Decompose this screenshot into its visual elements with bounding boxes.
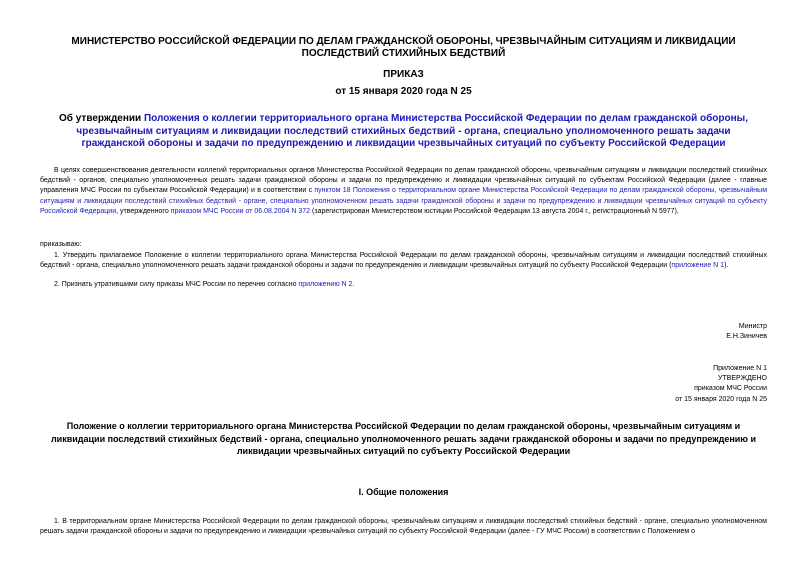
preamble-text: (зарегистрирован Министерством юстиции Российской Федерации 13 августа 2004 г., регистрационный N 5977), — [310, 207, 679, 215]
appendix-number: Приложение N 1 — [713, 365, 767, 372]
item-text: ). — [724, 262, 729, 270]
signature-name: Е.Н.Зиничев — [726, 333, 767, 341]
section-1-paragraph-1: 1. В территориальном органе Министерства Российской Федерации по делам гражданской обороны, чрезвычайным ситуациям и ликвидации последствий стихийных бедствий - органе, специально уполномоченном решать задачи гражданской обороны и задачи по предупреждению и ликвидации чрезвычайных ситуаций по субъекту Российской Федерации (далее - ГУ МЧС России) в соответствии с Положением о — [40, 518, 767, 536]
order-title-prefix: Об утверждении — [59, 113, 144, 124]
regulation-link[interactable]: Положения о коллегии территориального органа Министерства Российской Федерации по делам гражданской обороны, чрезвычайным ситуациям и ликвидации последствий стихийных бедствий - органа, специально уполномоченного решать задачи гражданской обороны и задачи по предупреждению и ликвидации чрезвычайных ситуаций по субъекту Российской Федерации — [76, 113, 748, 149]
appendix-stamp — [567, 364, 767, 405]
order-title — [48, 113, 759, 151]
preamble-text: В целях совершенствования деятельности коллегий территориальных органов Министерства Российской Федерации по делам гражданской обороны, чрезвычайным ситуациям и ликвидации последствий стихийных бедствий - органов, специально уполномоченных решать задачи гражданской обороны и задачи по предупреждению и ликвидации чрезвычайных ситуаций по субъектам Российской Федерации (далее - главные управления МЧС России по субъектам Российской Федерации) и в соответствии с — [40, 167, 767, 195]
ministry-heading: МИНИСТЕРСТВО РОССИЙСКОЙ ФЕДЕРАЦИИ ПО ДЕЛАМ ГРАЖДАНСКОЙ ОБОРОНЫ, ЧРЕЗВЫЧАЙНЫМ СИТУАЦИЯМ И ЛИКВИДАЦИИ ПОСЛЕДСТВИЙ СТИХИЙНЫХ БЕДСТВИЙ — [71, 36, 736, 59]
regulation-point-18-link[interactable]: пунктом 18 Положения о территориальном органе Министерства Российской Федерации по делам гражданской обороны, чрезвычайным ситуациям и ликвидации последствий стихийных бедствий - органе, специально уполномоченном решать задачи гражданской обороны и задачи по предупреждению и ликвидации чрезвычайных ситуаций по субъекту Российской Федерации — [40, 187, 768, 215]
order-372-link[interactable]: приказом МЧС России от 06.08.2004 N 372 — [170, 207, 311, 215]
signature-block — [567, 322, 767, 342]
regulation-title: Положение о коллегии территориального органа Министерства Российской Федерации по делам гражданской обороны, чрезвычайным ситуациям и ликвидации последствий стихийных бедствий - органа, специально уполномоченного решать задачи гражданской обороны и задачи по предупреждению и ликвидации чрезвычайных ситуаций по субъекту Российской Федерации — [50, 421, 757, 456]
approved-by: приказом МЧС России — [694, 385, 767, 393]
approved-label: УТВЕРЖДЕНО — [717, 375, 767, 383]
preamble-text: , утвержденного — [116, 207, 171, 215]
signature-position: Министр — [738, 323, 767, 330]
approved-date: от 15 января 2020 года N 25 — [675, 395, 767, 403]
appendix-1-link[interactable]: приложение N 1 — [671, 262, 725, 270]
order-item-1 — [40, 251, 767, 271]
order-word: приказываю: — [40, 241, 82, 248]
document-date-number: от 15 января 2020 года N 25 — [335, 86, 472, 97]
item-text: 2. Признать утратившими силу приказы МЧС России по перечню согласно — [54, 281, 299, 288]
item-text: 1. Утвердить прилагаемое Положение о коллегии территориального органа Министерства Российской Федерации по делам гражданской обороны, чрезвычайным ситуациям и ликвидации последствий стихийных бедствий - органа, специально уполномоченного решать задачи гражданской обороны и задачи по предупреждению и ликвидации чрезвычайных ситуаций по субъекту Российской Федерации ( — [40, 252, 767, 270]
item-text: . — [352, 281, 355, 288]
section-1-heading: I. Общие положения — [358, 487, 449, 497]
preamble-paragraph — [40, 166, 767, 217]
document-type: ПРИКАЗ — [383, 69, 424, 80]
order-item-2 — [40, 280, 767, 290]
appendix-2-link[interactable]: приложению N 2 — [298, 281, 353, 288]
